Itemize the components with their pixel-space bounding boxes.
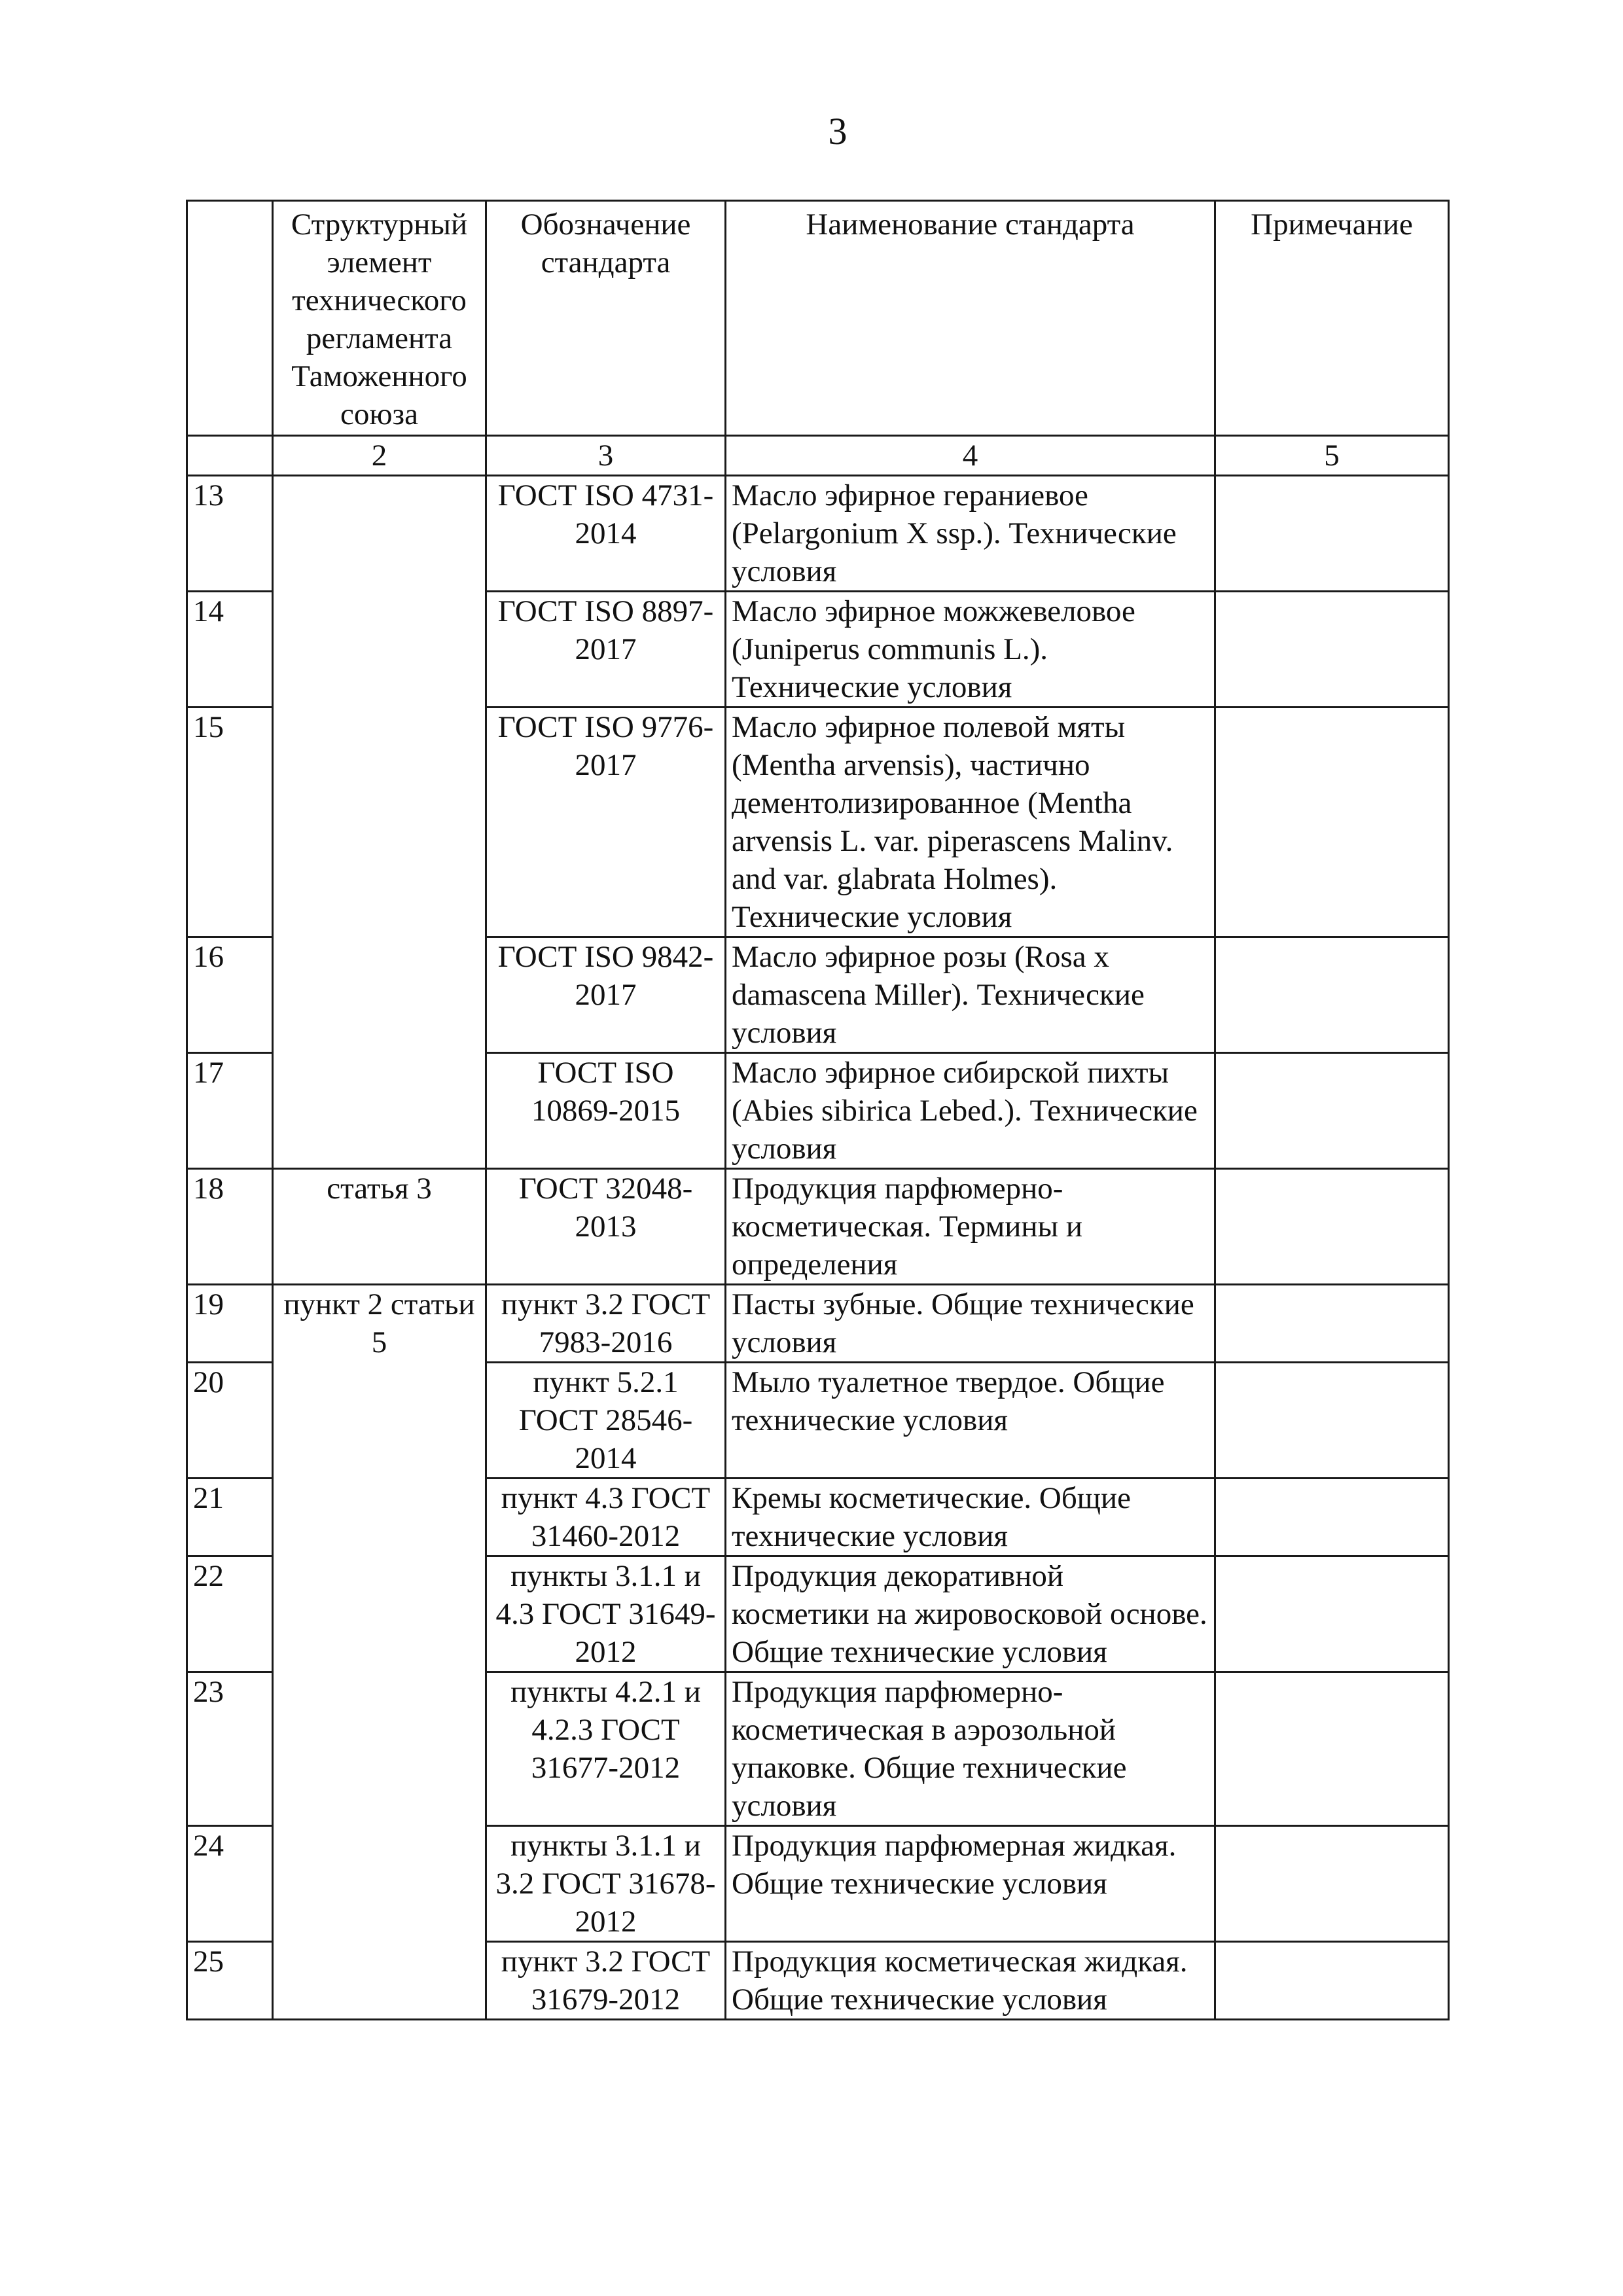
standard-name-cell: Масло эфирное полевой мяты (Mentha arvensis), частично дементолизированное (Mentha arvensis L. var. piperascens Malinv. and var. glabrata Holmes). Технические условия: [726, 708, 1215, 937]
row-number: 22: [187, 1556, 273, 1672]
note-cell: [1215, 1479, 1449, 1556]
header-standard-name: Наименование стандарта: [726, 201, 1215, 436]
table-header-row: [187, 201, 1449, 436]
standard-name-cell: Пасты зубные. Общие технические условия: [726, 1285, 1215, 1363]
row-number: 13: [187, 476, 273, 592]
row-number: 15: [187, 708, 273, 937]
note-cell: [1215, 1363, 1449, 1479]
standard-name-cell: Продукция парфюмерно-косметическая в аэрозольной упаковке. Общие технические условия: [726, 1672, 1215, 1826]
structural-element-cell: статья 3: [273, 1169, 486, 1285]
note-cell: [1215, 1169, 1449, 1285]
standard-name-cell: Кремы косметические. Общие технические условия: [726, 1479, 1215, 1556]
standard-name-cell: Масло эфирное сибирской пихты (Abies sibirica Lebed.). Технические условия: [726, 1053, 1215, 1169]
row-number: 24: [187, 1826, 273, 1942]
standards-table: [186, 200, 1450, 2020]
column-numbering-row: [187, 436, 1449, 476]
row-number: 20: [187, 1363, 273, 1479]
table-row: [187, 1169, 1449, 1285]
note-cell: [1215, 1053, 1449, 1169]
column-number: 5: [1215, 436, 1449, 476]
column-number: 3: [486, 436, 726, 476]
note-cell: [1215, 1556, 1449, 1672]
designation-cell: пункт 3.2 ГОСТ 7983-2016: [486, 1285, 726, 1363]
standard-name-cell: Продукция парфюмерно-косметическая. Термины и определения: [726, 1169, 1215, 1285]
designation-cell: пункт 3.2 ГОСТ 31679-2012: [486, 1942, 726, 2020]
header-number: [187, 201, 273, 436]
note-cell: [1215, 1672, 1449, 1826]
note-cell: [1215, 1826, 1449, 1942]
row-number: 25: [187, 1942, 273, 2020]
standard-name-cell: Масло эфирное гераниевое (Pelargonium X ssp.). Технические условия: [726, 476, 1215, 592]
standard-name-cell: Масло эфирное розы (Rosa x damascena Miller). Технические условия: [726, 937, 1215, 1053]
designation-cell: ГОСТ ISO 10869-2015: [486, 1053, 726, 1169]
row-number: 18: [187, 1169, 273, 1285]
row-number: 14: [187, 592, 273, 708]
header-note: Примечание: [1215, 201, 1449, 436]
column-number: 2: [273, 436, 486, 476]
row-number: 16: [187, 937, 273, 1053]
structural-element-cell: [273, 476, 486, 1169]
designation-cell: ГОСТ ISO 8897-2017: [486, 592, 726, 708]
row-number: 17: [187, 1053, 273, 1169]
table-row: [187, 1285, 1449, 1363]
designation-cell: ГОСТ ISO 4731-2014: [486, 476, 726, 592]
standard-name-cell: Мыло туалетное твердое. Общие технические условия: [726, 1363, 1215, 1479]
standard-name-cell: Масло эфирное можжевеловое (Juniperus communis L.). Технические условия: [726, 592, 1215, 708]
note-cell: [1215, 937, 1449, 1053]
note-cell: [1215, 476, 1449, 592]
designation-cell: пункты 3.1.1 и 4.3 ГОСТ 31649-2012: [486, 1556, 726, 1672]
designation-cell: пункт 5.2.1 ГОСТ 28546-2014: [486, 1363, 726, 1479]
note-cell: [1215, 1942, 1449, 2020]
note-cell: [1215, 708, 1449, 937]
standard-name-cell: Продукция декоративной косметики на жировосковой основе. Общие технические условия: [726, 1556, 1215, 1672]
row-number: 23: [187, 1672, 273, 1826]
note-cell: [1215, 1285, 1449, 1363]
designation-cell: ГОСТ ISO 9776-2017: [486, 708, 726, 937]
structural-element-cell: пункт 2 статьи 5: [273, 1285, 486, 2020]
standard-name-cell: Продукция парфюмерная жидкая. Общие технические условия: [726, 1826, 1215, 1942]
row-number: 19: [187, 1285, 273, 1363]
designation-cell: пункты 4.2.1 и 4.2.3 ГОСТ 31677-2012: [486, 1672, 726, 1826]
standard-name-cell: Продукция косметическая жидкая. Общие технические условия: [726, 1942, 1215, 2020]
page-number: 3: [828, 110, 847, 152]
row-number: 21: [187, 1479, 273, 1556]
designation-cell: пункт 4.3 ГОСТ 31460-2012: [486, 1479, 726, 1556]
designation-cell: ГОСТ ISO 9842-2017: [486, 937, 726, 1053]
header-structural-element: Структурный элемент технического регламента Таможенного союза: [273, 201, 486, 436]
column-number: [187, 436, 273, 476]
designation-cell: пункты 3.1.1 и 3.2 ГОСТ 31678-2012: [486, 1826, 726, 1942]
header-designation: Обозначение стандарта: [486, 201, 726, 436]
table-row: [187, 476, 1449, 592]
note-cell: [1215, 592, 1449, 708]
designation-cell: ГОСТ 32048-2013: [486, 1169, 726, 1285]
column-number: 4: [726, 436, 1215, 476]
